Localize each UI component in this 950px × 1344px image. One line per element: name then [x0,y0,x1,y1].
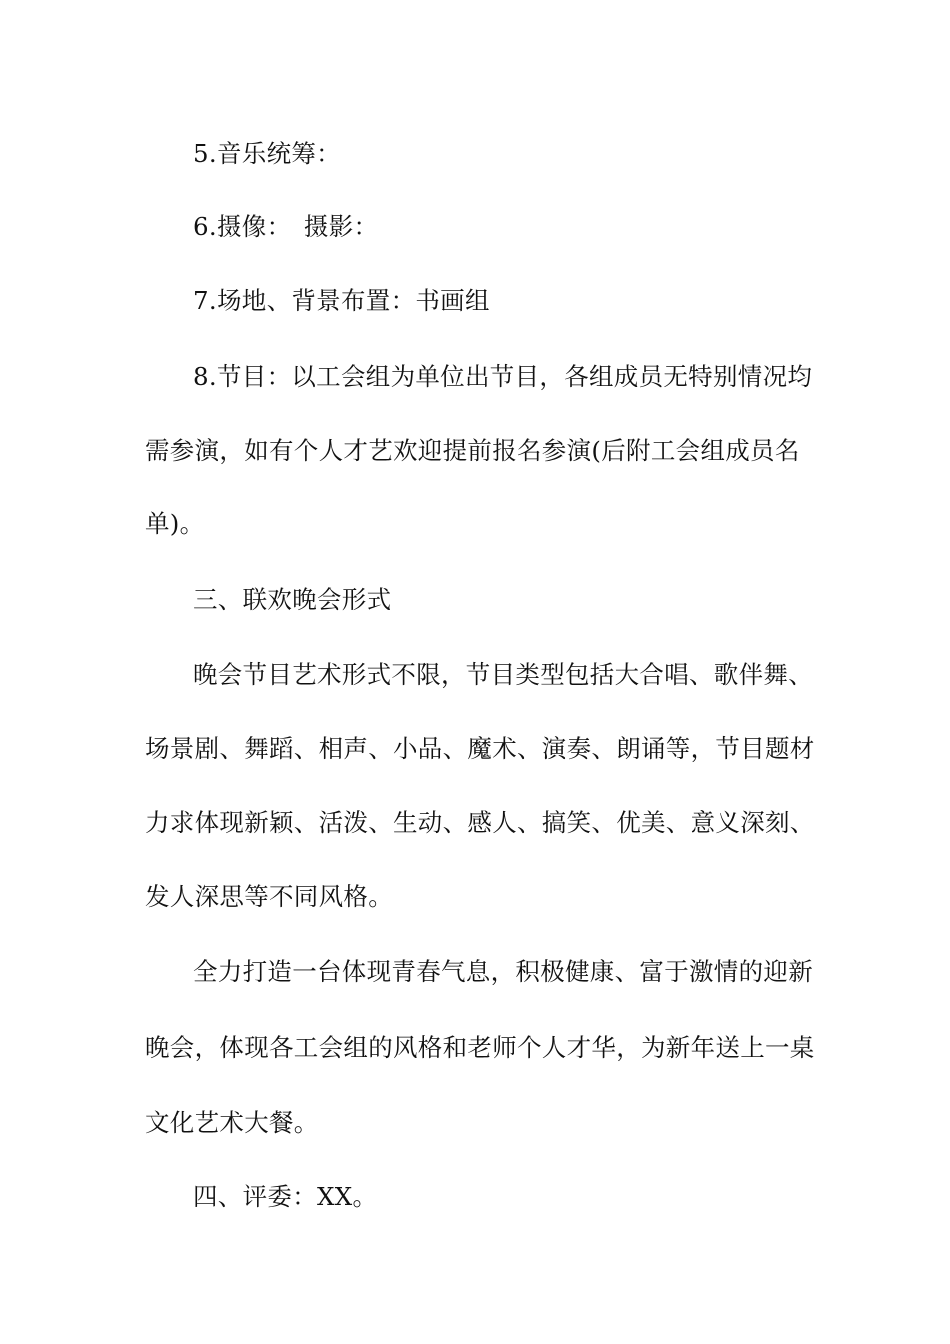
paragraph-format-line-1: 晚会节目艺术形式不限，节目类型包括大合唱、歌伴舞、 [193,660,813,689]
item-programs-line-2: 需参演，如有个人才艺欢迎提前报名参演(后附工会组成员名 [145,436,800,465]
item-programs-line-3: 单)。 [145,509,205,538]
paragraph-format-line-4: 发人深思等不同风格。 [145,882,393,911]
paragraph-goal-line-3: 文化艺术大餐。 [145,1108,319,1137]
paragraph-goal-line-1: 全力打造一台体现青春气息，积极健康、富于激情的迎新 [193,957,813,986]
item-venue-setup: 7.场地、背景布置：书画组 [193,286,490,315]
item-video-photography: 6.摄像： 摄影： [193,212,379,241]
item-programs-line-1: 8.节目：以工会组为单位出节目，各组成员无特别情况均 [193,362,813,391]
section-heading-gala-format: 三、联欢晚会形式 [193,585,392,614]
paragraph-goal-line-2: 晚会，体现各工会组的风格和老师个人才华，为新年送上一桌 [145,1033,815,1062]
section-heading-judges: 四、评委：XX。 [193,1182,378,1211]
paragraph-format-line-2: 场景剧、舞蹈、相声、小品、魔术、演奏、朗诵等，节目题材 [145,734,815,763]
paragraph-format-line-3: 力求体现新颖、活泼、生动、感人、搞笑、优美、意义深刻、 [145,808,815,837]
item-music-coordination: 5.音乐统筹： [193,139,341,168]
